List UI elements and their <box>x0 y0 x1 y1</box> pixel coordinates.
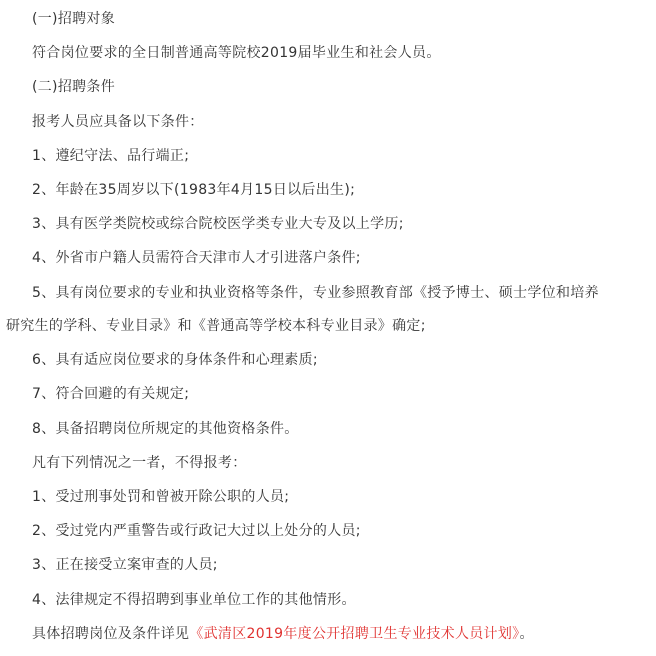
exclusion-item: 4、法律规定不得招聘到事业单位工作的其他情形。 <box>32 592 356 608</box>
section-1-heading: (一)招聘对象 <box>32 11 116 27</box>
condition-item: 4、外省市户籍人员需符合天津市人才引进落户条件; <box>32 250 361 266</box>
section-2-heading: (二)招聘条件 <box>32 79 116 95</box>
condition-item: 3、具有医学类院校或综合院校医学类专业大专及以上学历; <box>32 216 404 232</box>
exclusion-item: 3、正在接受立案审查的人员; <box>32 557 218 573</box>
exclusion-item: 2、受过党内严重警告或行政记大过以上处分的人员; <box>32 523 361 539</box>
footer-suffix: 。 <box>519 626 534 642</box>
condition-item: 5、具有岗位要求的专业和执业资格等条件，专业参照教育部《授予博士、硕士学位和培养 <box>32 285 599 301</box>
condition-item: 1、遵纪守法、品行端正; <box>32 148 190 164</box>
condition-item-continuation: 研究生的学科、专业目录》和《普通高等学校本科专业目录》确定; <box>6 318 426 334</box>
condition-item: 7、符合回避的有关规定; <box>32 386 190 402</box>
exclusion-item: 1、受过刑事处罚和曾被开除公职的人员; <box>32 489 290 505</box>
plan-link[interactable]: 《武清区2019年度公开招聘卫生专业技术人员计划》 <box>189 626 520 642</box>
section-1-text: 符合岗位要求的全日制普通高等院校2019届毕业生和社会人员。 <box>32 45 441 61</box>
footer-reference <box>32 625 534 643</box>
conditions-intro: 报考人员应具备以下条件： <box>32 114 204 130</box>
footer-prefix: 具体招聘岗位及条件详见 <box>32 626 190 642</box>
condition-item: 2、年龄在35周岁以下(1983年4月15日以后出生); <box>32 182 356 198</box>
condition-item: 6、具有适应岗位要求的身体条件和心理素质; <box>32 352 318 368</box>
exclusions-intro: 凡有下列情况之一者，不得报考： <box>32 455 247 471</box>
condition-item: 8、具备招聘岗位所规定的其他资格条件。 <box>32 421 299 437</box>
